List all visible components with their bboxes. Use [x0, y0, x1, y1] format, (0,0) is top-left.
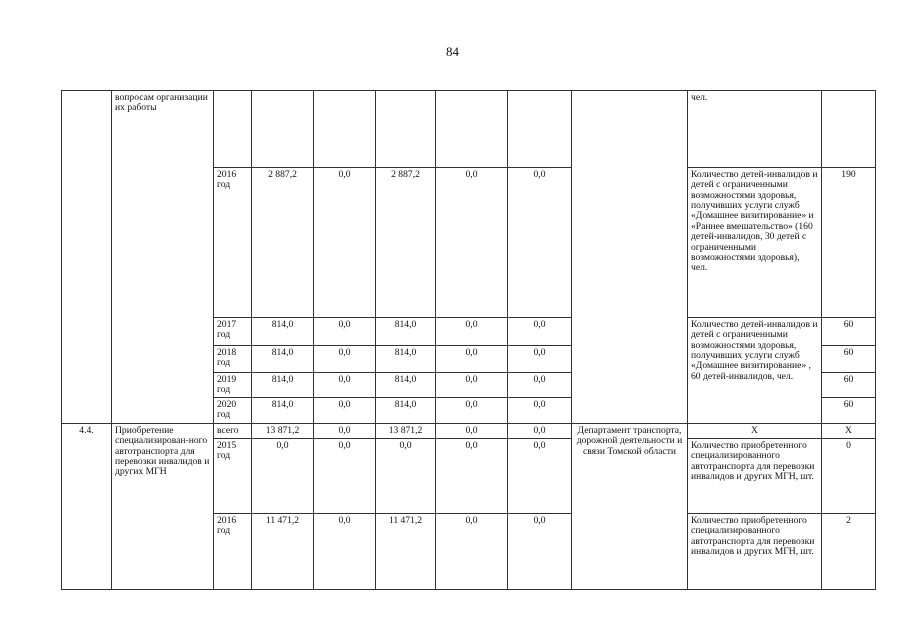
indicator-cell: Количество детей-инвалидов и детей с ограниченными возможностями здоровья, получивших услуги служб «Домашнее визитирование» , 60 детей-инвалидов, чел. [688, 318, 822, 424]
value-cell: 11 471,2 [252, 514, 314, 590]
indicator-cell: Количество приобретенного специализированного автотранспорта для перевозки инвалидов и других МГН, шт. [688, 514, 822, 590]
value-cell: 814,0 [252, 318, 314, 346]
year-cell: 2015 год [214, 439, 252, 514]
value-cell: 814,0 [376, 373, 436, 398]
count-cell: 60 [822, 318, 876, 346]
value-cell: 13 871,2 [252, 424, 314, 439]
value-cell [376, 91, 436, 168]
count-cell: 2 [822, 514, 876, 590]
value-cell: 814,0 [252, 373, 314, 398]
year-cell: 2019 год [214, 373, 252, 398]
value-cell: 814,0 [252, 346, 314, 373]
item-name-cell: вопросам организации их работы [112, 91, 214, 424]
value-cell: 0,0 [508, 346, 572, 373]
indicator-cell: чел. [688, 91, 822, 168]
year-cell: 2017 год [214, 318, 252, 346]
value-cell: 814,0 [376, 318, 436, 346]
item-number-cell [62, 91, 112, 424]
table-row [62, 91, 876, 168]
budget-table [61, 90, 876, 590]
value-cell: 0,0 [508, 168, 572, 318]
value-cell: 814,0 [376, 346, 436, 373]
count-cell: 0 [822, 439, 876, 514]
value-cell: 0,0 [436, 398, 508, 424]
value-cell: 0,0 [252, 439, 314, 514]
page-number: 84 [446, 44, 459, 59]
year-cell: всего [214, 424, 252, 439]
value-cell: 0,0 [508, 514, 572, 590]
count-cell: 60 [822, 373, 876, 398]
value-cell: 13 871,2 [376, 424, 436, 439]
executor-cell [572, 91, 688, 424]
value-cell: 814,0 [252, 398, 314, 424]
count-cell: 190 [822, 168, 876, 318]
value-cell: 0,0 [314, 318, 376, 346]
value-cell: 0,0 [314, 398, 376, 424]
value-cell: 0,0 [314, 168, 376, 318]
count-cell [822, 91, 876, 168]
year-cell: 2018 год [214, 346, 252, 373]
value-cell: 2 887,2 [376, 168, 436, 318]
executor-cell: Департамент транспорта, дорожной деятельности и связи Томской области [572, 424, 688, 590]
count-cell: Х [822, 424, 876, 439]
value-cell: 0,0 [436, 168, 508, 318]
item-name-cell: Приобретение специализирован-ного автотранспорта для перевозки инвалидов и других МГН [112, 424, 214, 590]
value-cell [508, 91, 572, 168]
value-cell: 0,0 [314, 346, 376, 373]
value-cell: 0,0 [436, 318, 508, 346]
value-cell: 0,0 [376, 439, 436, 514]
table-row [62, 424, 876, 439]
year-cell [214, 91, 252, 168]
value-cell: 0,0 [436, 439, 508, 514]
value-cell: 0,0 [436, 514, 508, 590]
year-cell: 2016 год [214, 168, 252, 318]
value-cell [314, 91, 376, 168]
count-cell: 60 [822, 398, 876, 424]
value-cell: 0,0 [436, 346, 508, 373]
value-cell: 0,0 [508, 439, 572, 514]
value-cell: 0,0 [314, 373, 376, 398]
value-cell: 814,0 [376, 398, 436, 424]
value-cell [436, 91, 508, 168]
value-cell: 11 471,2 [376, 514, 436, 590]
year-cell: 2016 год [214, 514, 252, 590]
value-cell: 0,0 [314, 424, 376, 439]
item-number-cell: 4.4. [62, 424, 112, 590]
value-cell [252, 91, 314, 168]
value-cell: 0,0 [508, 398, 572, 424]
value-cell: 0,0 [508, 373, 572, 398]
indicator-cell: Х [688, 424, 822, 439]
value-cell: 0,0 [314, 514, 376, 590]
value-cell: 0,0 [436, 373, 508, 398]
indicator-cell: Количество детей-инвалидов и детей с ограниченными возможностями здоровья, получивших услуги служб «Домашнее визитирование» и «Раннее вмешательство» (160 детей-инвалидов, 30 детей с ограниченными возможностями здоровья), чел. [688, 168, 822, 318]
indicator-cell: Количество приобретенного специализированного автотранспорта для перевозки инвалидов и других МГН, шт. [688, 439, 822, 514]
value-cell: 0,0 [436, 424, 508, 439]
value-cell: 0,0 [314, 439, 376, 514]
value-cell: 0,0 [508, 318, 572, 346]
value-cell: 2 887,2 [252, 168, 314, 318]
value-cell: 0,0 [508, 424, 572, 439]
year-cell: 2020 год [214, 398, 252, 424]
count-cell: 60 [822, 346, 876, 373]
